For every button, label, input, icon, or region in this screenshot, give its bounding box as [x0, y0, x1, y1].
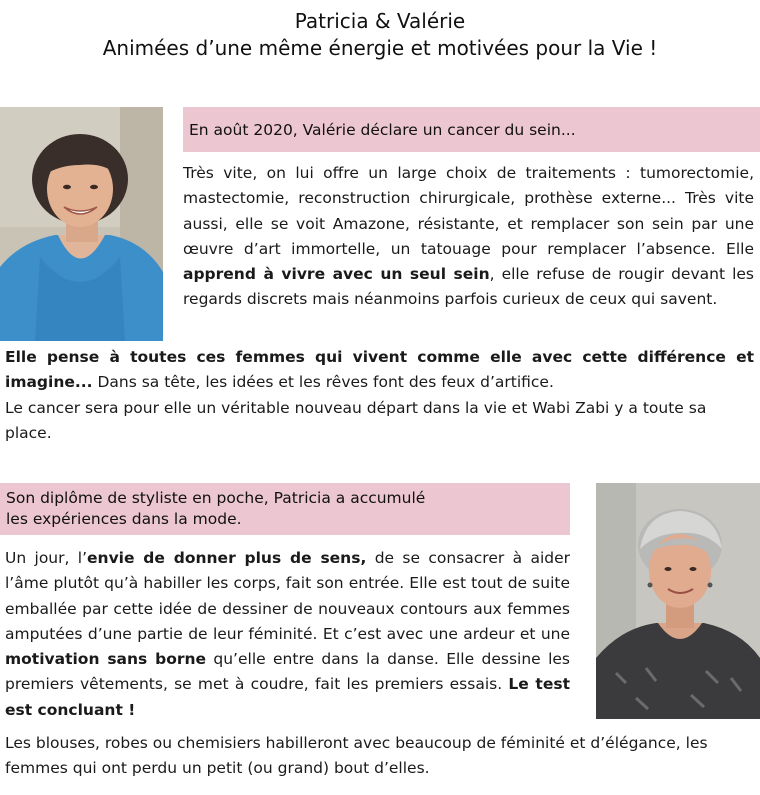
title-line-2: Animées d’une même énergie et motivées pour la Vie ! — [102, 36, 658, 60]
patricia-heading-band — [0, 483, 570, 535]
valerie-paragraph-2 — [5, 345, 754, 446]
patricia-p1-text-a: Un jour, l’ — [5, 549, 88, 567]
valerie-p2-text: Dans sa tête, les idées et les rêves font des feux d’artifice. — [92, 373, 554, 392]
portrait-photo-icon — [596, 483, 760, 719]
portrait-photo-icon — [0, 107, 163, 341]
patricia-heading-line-2: les expériences dans la mode. — [6, 510, 242, 528]
patricia-paragraph-2 — [5, 731, 754, 782]
valerie-paragraph-3: Le cancer sera pour elle un véritable nouveau départ dans la vie et Wabi Zabi y a toute sa place. — [5, 398, 707, 442]
valerie-p2-bold: Elle pense à toutes ces femmes qui vivent comme elle avec cette différence et imagine... — [5, 348, 754, 392]
patricia-paragraph-1 — [5, 546, 570, 723]
title-line-1: Patricia & Valérie — [294, 9, 466, 33]
patricia-p2-text: Les blouses, robes ou chemisiers habilleront avec beaucoup de féminité et d’élégance, les femmes qui ont perdu un petit (ou grand) bout d’elles. — [5, 734, 708, 778]
valerie-photo — [0, 107, 163, 341]
patricia-p1-bold-1: envie de donner plus de sens, — [87, 549, 367, 567]
valerie-p1-text-a: Très vite, on lui offre un large choix de traitements : tumorectomie, mastectomie, reconstruction chirurgicale, prothèse externe... Très vite aussi, elle se voit Amazone, résistante, et remplacer son sein par une œuvre d’art immortelle, un tatouage pour remplacer l’absence. Elle — [183, 164, 754, 258]
patricia-p1-bold-3: Le test est concluant ! — [5, 675, 570, 719]
valerie-heading: En août 2020, Valérie déclare un cancer du sein... — [189, 121, 576, 139]
valerie-paragraph-1 — [183, 161, 754, 313]
patricia-p1-bold-2: motivation sans borne — [5, 650, 207, 669]
patricia-heading-line-1: Son diplôme de styliste en poche, Patricia a accumulé — [6, 489, 426, 507]
patricia-p1-text-c: qu’elle entre dans la danse. Elle dessine les premiers vêtements, se met à coudre, fait les premiers essais. — [5, 650, 570, 694]
valerie-p1-text-b: , elle refuse de rougir devant les regards discrets mais néanmoins parfois curieux de ceux qui savent. — [183, 265, 754, 309]
page-title — [0, 8, 760, 62]
patricia-p1-text-b: de se consacrer à aider l’âme plutôt qu’à habiller les corps, fait son entrée. Elle est tout de suite emballée par cette idée de dessiner de nouveaux contours aux femmes amputées d’une partie de leur féminité. Et c’est avec une ardeur et une — [5, 549, 570, 643]
valerie-heading-band — [183, 107, 760, 152]
patricia-photo — [596, 483, 760, 719]
valerie-p1-bold: apprend à vivre avec un seul sein — [183, 265, 490, 284]
